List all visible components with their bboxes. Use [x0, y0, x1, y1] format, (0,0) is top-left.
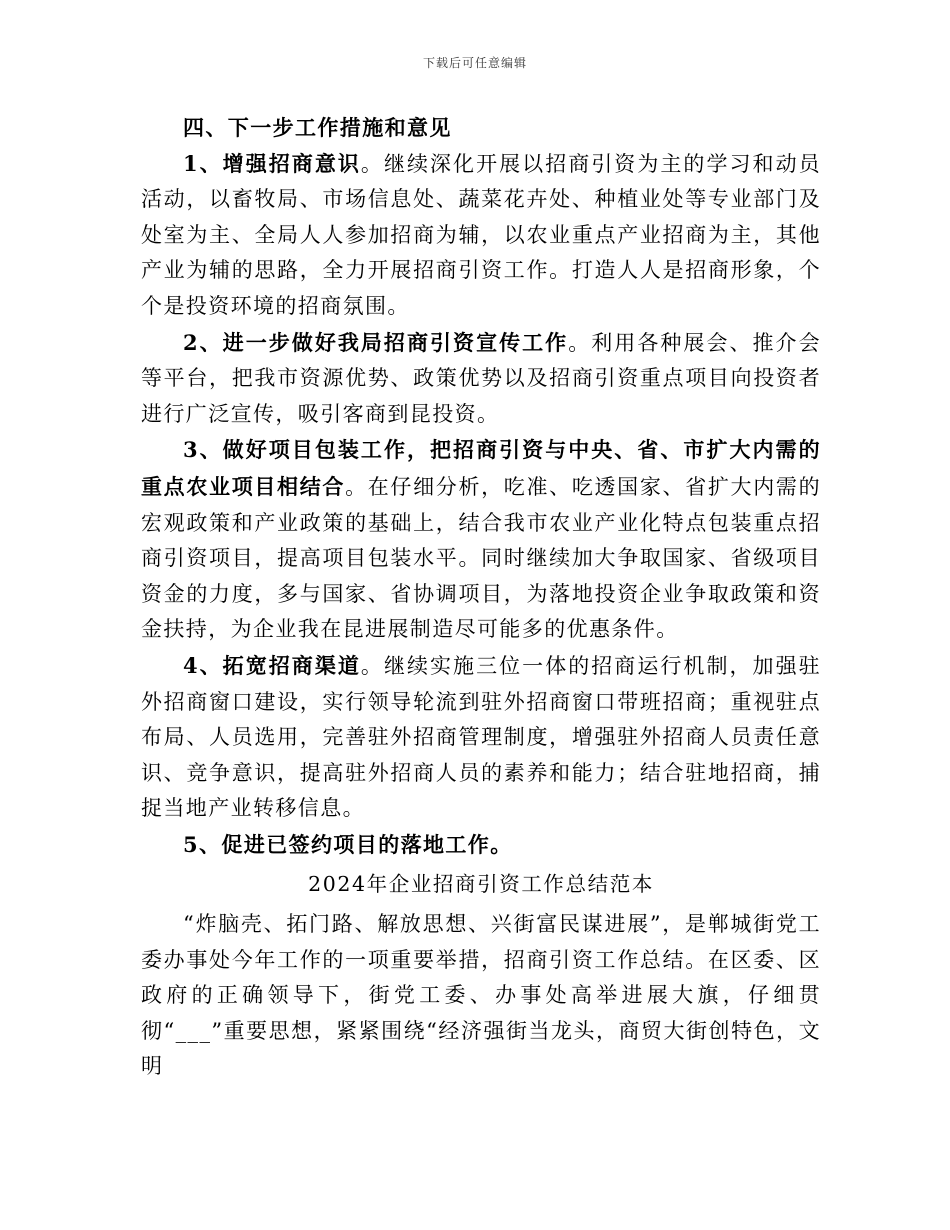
- item-1-body: 。继续深化开展以招商引资为主的学习和动员活动，以畜牧局、市场信息处、蔬菜花卉处、种植业处等专业部门及处室为主、全局人人参加招商为辅，以农业重点产业招商为主，其他产业为辅的思路，全力开展招商引资工作。打造人人是招商形象，个个是投资环境的招商氛围。: [141, 151, 821, 318]
- paragraph-item-1: [141, 146, 821, 325]
- item-3-lead: 3、做好项目包装工作，把招商引资与中央、省、市扩大内需的重点农业项目相结合: [141, 437, 821, 499]
- page-header: 下载后可任意编辑: [422, 56, 527, 70]
- item-5-lead: 5、促进已签约项目的落地工作。: [183, 831, 513, 857]
- document-body: [141, 110, 821, 1085]
- paragraph-item-5: [141, 827, 821, 864]
- paragraph-item-2: [141, 325, 821, 433]
- paragraph-item-3: [141, 432, 821, 648]
- item-4-body: 。继续实施三位一体的招商运行机制，加强驻外招商窗口建设，实行领导轮流到驻外招商窗口带班招商；重视驻点布局、人员选用，完善驻外招商管理制度，增强驻外招商人员责任意识、竞争意识，提高驻外招商人员的素养和能力；结合驻地招商，捕捉当地产业转移信息。: [141, 653, 821, 821]
- item-2-lead: 2、进一步做好我局招商引资宣传工作: [183, 329, 569, 355]
- paragraph-item-4: [141, 648, 821, 827]
- item-1-lead: 1、增强招商意识: [183, 150, 361, 176]
- section-heading: 四、下一步工作措施和意见: [183, 115, 452, 140]
- document-title: 2024年企业招商引资工作总结范本: [308, 872, 654, 897]
- intro-paragraph: “炸脑壳、拓门路、解放思想、兴街富民谋进展”，是郸城街党工委办事处今年工作的一项重要举措，招商引资工作总结。在区委、区政府的正确领导下，街党工委、办事处高举进展大旗，仔细贯彻“___”重要思想，紧紧围绕“经济强街当龙头，商贸大街创特色，文明: [141, 912, 821, 1079]
- item-2-body: 。利用各种展会、推介会等平台，把我市资源优势、政策优势以及招商引资重点项目向投资者进行广泛宣传，吸引客商到昆投资。: [141, 330, 821, 426]
- item-3-body: 。在仔细分析，吃准、吃透国家、省扩大内需的宏观政策和产业政策的基础上，结合我市农业产业化特点包装重点招商引资项目，提高项目包装水平。同时继续加大争取国家、省级项目资金的力度，多与国家、省协调项目，为落地投资企业争取政策和资金扶持，为企业我在昆进展制造尽可能多的优惠条件。: [141, 474, 821, 642]
- item-4-lead: 4、拓宽招商渠道: [183, 652, 361, 678]
